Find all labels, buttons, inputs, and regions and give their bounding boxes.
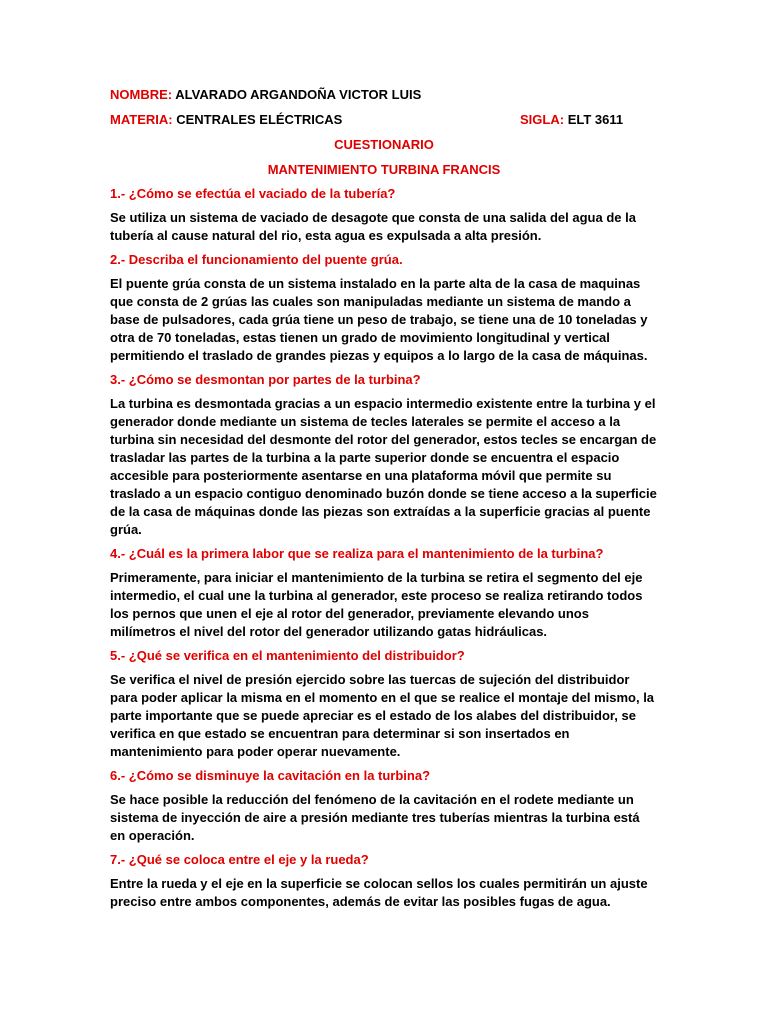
question-5: 5.- ¿Qué se verifica en el mantenimiento del distribuidor? <box>110 648 465 663</box>
qa-item-7 <box>110 851 658 911</box>
answer-7: Entre la rueda y el eje en la superficie se colocan sellos los cuales permitirán un ajuste preciso entre ambos componentes, además de evitar las posibles fugas de agua. <box>110 876 648 909</box>
answer-6: Se hace posible la reducción del fenómeno de la cavitación en el rodete mediante un sistema de inyección de aire a presión mediante tres tuberías mientras la turbina está en operación. <box>110 792 640 843</box>
qa-item-4 <box>110 545 658 641</box>
subject-row <box>110 110 658 129</box>
answer-4: Primeramente, para iniciar el mantenimiento de la turbina se retira el segmento del eje intermedio, el cual une la turbina al generador, este proceso se realiza retirando todos los pernos que unen el eje al rotor del generador, previamente elevando unos milímetros el nivel del rotor del generador utilizando gatas hidráulicas. <box>110 570 643 639</box>
qa-item-3 <box>110 371 658 539</box>
question-7: 7.- ¿Qué se coloca entre el eje y la rueda? <box>110 852 369 867</box>
answer-3: La turbina es desmontada gracias a un espacio intermedio existente entre la turbina y el generador donde mediante un sistema de tecles laterales se permite el acceso a la turbina sin necesidad del desmonte del rotor del generador, estos tecles se encargan de trasladar las partes de la turbina a la parte superior donde se encuentra el espacio accesible para posteriormente asentarse en una plataforma móvil que permite su traslado a un espacio contiguo denominado buzón donde se tiene acceso a la superficie de la casa de máquinas donde las piezas son extraídas a la superficie gracias al puente grúa. <box>110 396 657 537</box>
qa-item-5 <box>110 647 658 761</box>
name-value: ALVARADO ARGANDOÑA VICTOR LUIS <box>175 87 422 102</box>
question-4: 4.- ¿Cuál es la primera labor que se realiza para el mantenimiento de la turbina? <box>110 546 604 561</box>
code-value: ELT 3611 <box>567 112 624 127</box>
name-line <box>110 85 658 104</box>
qa-item-6 <box>110 767 658 845</box>
answer-2: El puente grúa consta de un sistema instalado en la parte alta de la casa de maquinas que consta de 2 grúas las cuales son manipuladas mediante un sistema de mando a base de pulsadores, cada grúa tiene un peso de trabajo, se tiene una de 10 toneladas y otra de 70 toneladas, estas tienen un grado de movimiento longitudinal y vertical permitiendo el traslado de grandes piezas y equipos a lo largo de la casa de máquinas. <box>110 276 648 363</box>
subject-value: CENTRALES ELÉCTRICAS <box>176 112 343 127</box>
code-label: SIGLA: <box>520 112 565 127</box>
question-3: 3.- ¿Cómo se desmontan por partes de la turbina? <box>110 372 421 387</box>
question-6: 6.- ¿Cómo se disminuye la cavitación en la turbina? <box>110 768 431 783</box>
name-label: NOMBRE: <box>110 87 173 102</box>
document-title: CUESTIONARIO <box>334 137 434 152</box>
qa-item-2 <box>110 251 658 365</box>
question-1: 1.- ¿Cómo se efectúa el vaciado de la tubería? <box>110 186 396 201</box>
code-field <box>520 110 623 129</box>
qa-item-1 <box>110 185 658 245</box>
answer-5: Se verifica el nivel de presión ejercido sobre las tuercas de sujeción del distribuidor para poder aplicar la misma en el momento en el que se realice el montaje del mismo, la parte importante que se puede apreciar es el estado de los alabes del distribuidor, se verifica en que estado se encuentran para determinar si son insertados en mantenimiento para poder operar nuevamente. <box>110 672 655 759</box>
question-2: 2.- Describa el funcionamiento del puente grúa. <box>110 252 403 267</box>
subject-label: MATERIA: <box>110 112 173 127</box>
document-subtitle: MANTENIMIENTO TURBINA FRANCIS <box>267 162 501 177</box>
answer-1: Se utiliza un sistema de vaciado de desagote que consta de una salida del agua de la tubería al cause natural del rio, esta agua es expulsada a alta presión. <box>110 210 636 243</box>
